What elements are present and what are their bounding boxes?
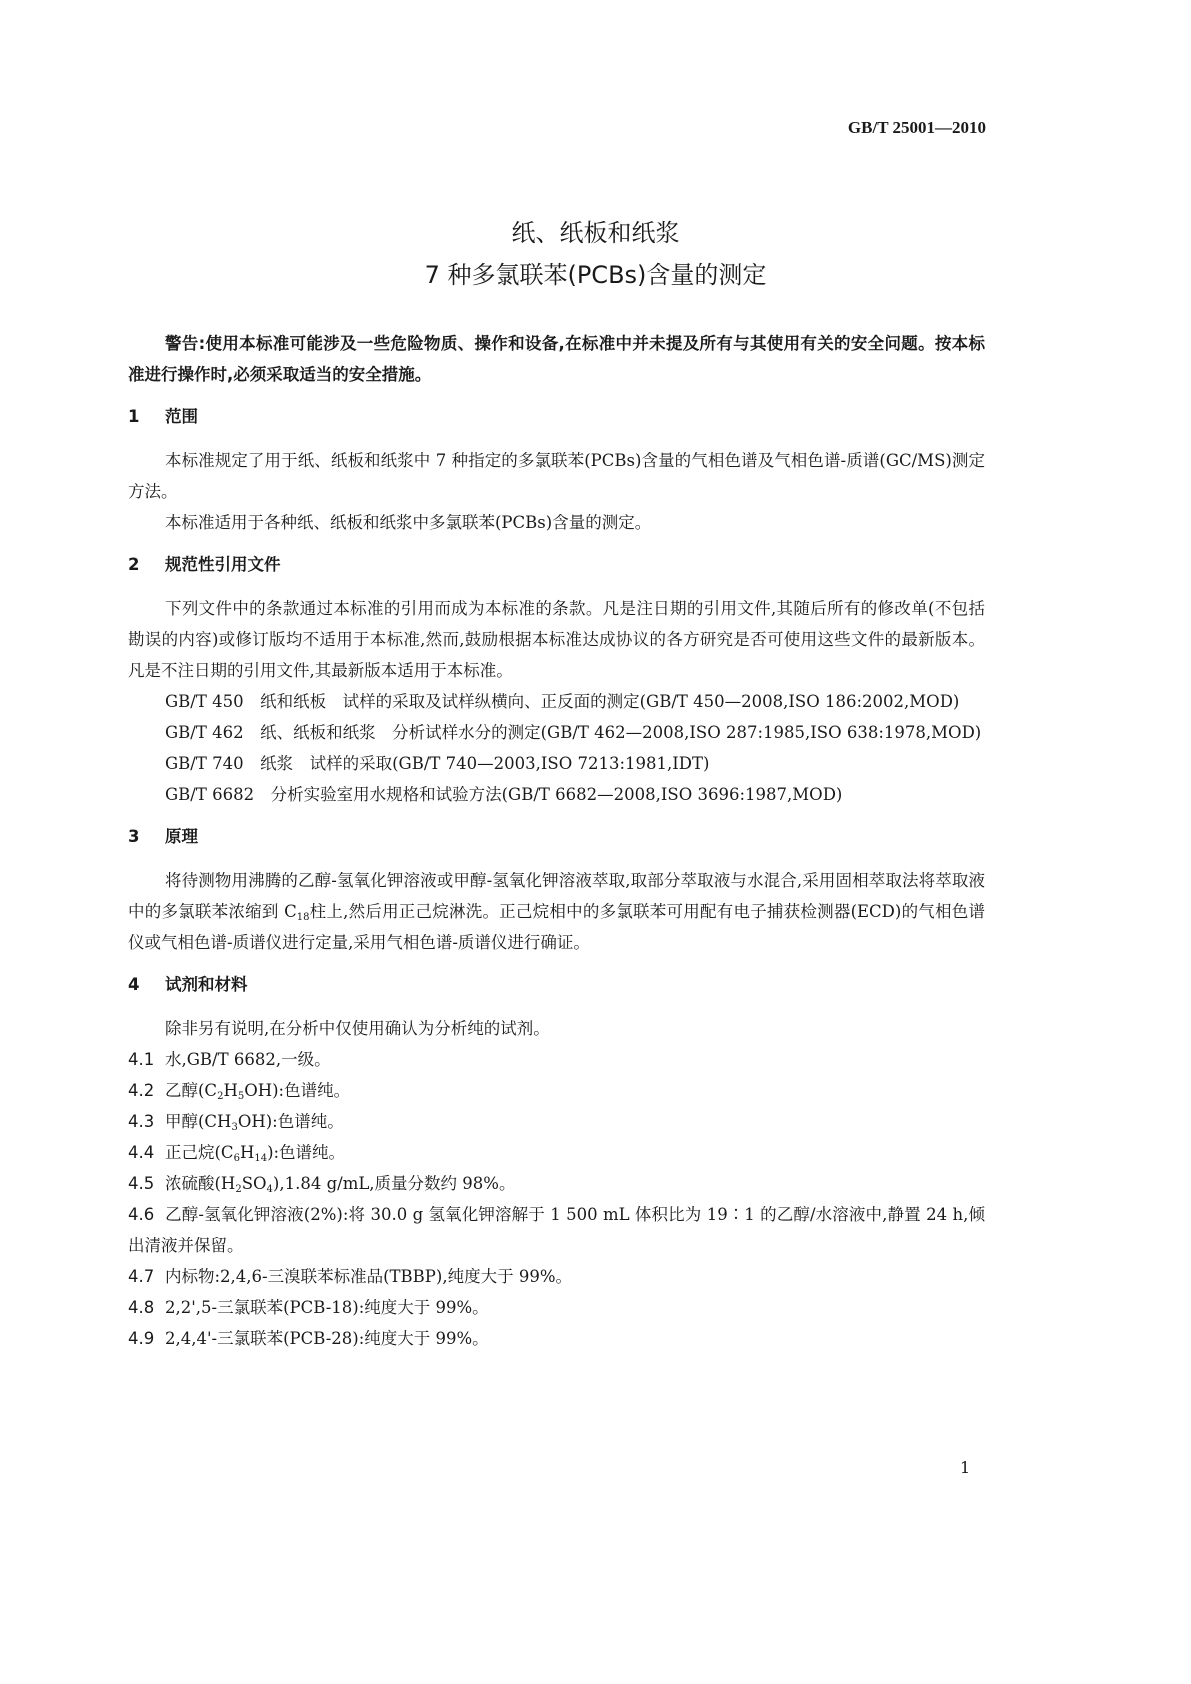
item-text: ):色谱纯。 xyxy=(267,1143,346,1162)
item-text: 甲醇(CH xyxy=(165,1112,232,1131)
item-number: 4.3 xyxy=(128,1112,155,1131)
section-heading-2 xyxy=(128,549,985,580)
item-number: 4.1 xyxy=(128,1050,155,1069)
section-heading-3 xyxy=(128,821,985,852)
item-text: OH):色谱纯。 xyxy=(237,1112,344,1131)
section-number: 2 xyxy=(128,555,140,574)
item-number: 4.7 xyxy=(128,1267,155,1286)
reagent-item xyxy=(128,1106,985,1137)
item-text: OH):色谱纯。 xyxy=(244,1081,351,1100)
item-text: 2,2',5-三氯联苯(PCB-18):纯度大于 99%。 xyxy=(165,1298,489,1317)
item-text: 内标物:2,4,6-三溴联苯标准品(TBBP),纯度大于 99%。 xyxy=(165,1267,573,1286)
subscript: 2 xyxy=(217,1091,224,1102)
reagent-list xyxy=(128,1044,985,1354)
item-number: 4.5 xyxy=(128,1174,155,1193)
section-number: 4 xyxy=(128,975,140,994)
item-text: 正己烷(C xyxy=(165,1143,234,1162)
paragraph: 本标准规定了用于纸、纸板和纸浆中 7 种指定的多氯联苯(PCBs)含量的气相色谱及气相色谱-质谱(GC/MS)测定方法。 xyxy=(128,451,985,501)
item-text: ),1.84 g/mL,质量分数约 98%。 xyxy=(272,1174,516,1193)
section-title: 规范性引用文件 xyxy=(165,555,281,574)
document-title xyxy=(0,212,1191,296)
paragraph: 本标准适用于各种纸、纸板和纸浆中多氯联苯(PCBs)含量的测定。 xyxy=(165,513,652,532)
section-number: 3 xyxy=(128,827,140,846)
reagent-item xyxy=(128,1044,985,1075)
reagent-item xyxy=(128,1323,985,1354)
paragraph: 下列文件中的条款通过本标准的引用而成为本标准的条款。凡是注日期的引用文件,其随后所有的修改单(不包括勘误的内容)或修订版均不适用于本标准,然而,鼓励根据本标准达成协议的各方研究是否可使用这些文件的最新版本。凡是不注日期的引用文件,其最新版本适用于本标准。 xyxy=(128,599,985,680)
reagent-item xyxy=(128,1168,985,1199)
title-line-1: 纸、纸板和纸浆 xyxy=(511,219,680,247)
subscript: 18 xyxy=(296,912,310,923)
subscript: 3 xyxy=(231,1122,238,1133)
reagent-item xyxy=(128,1261,985,1292)
document-body xyxy=(128,328,985,1354)
item-number: 4.4 xyxy=(128,1143,155,1162)
section-title: 试剂和材料 xyxy=(165,975,248,994)
normative-reference: GB/T 740 纸浆 试样的采取(GB/T 740—2003,ISO 7213:1981,IDT) xyxy=(165,754,710,773)
section-title: 范围 xyxy=(165,407,198,426)
normative-reference: GB/T 6682 分析实验室用水规格和试验方法(GB/T 6682—2008,ISO 3696:1987,MOD) xyxy=(165,785,843,804)
subscript: 4 xyxy=(266,1184,273,1195)
subscript: 6 xyxy=(233,1153,240,1164)
section-heading-1 xyxy=(128,401,985,432)
subscript: 5 xyxy=(237,1091,245,1102)
title-line-2: 7 种多氯联苯(PCBs)含量的测定 xyxy=(424,261,767,289)
safety-warning: 警告:使用本标准可能涉及一些危险物质、操作和设备,在标准中并未提及所有与其使用有关的安全问题。按本标准进行操作时,必须采取适当的安全措施。 xyxy=(128,334,985,384)
paragraph xyxy=(128,865,985,958)
normative-reference: GB/T 462 纸、纸板和纸浆 分析试样水分的测定(GB/T 462—2008,ISO 287:1985,ISO 638:1978,MOD) xyxy=(165,723,982,742)
reagent-item xyxy=(128,1199,985,1261)
item-text: H xyxy=(223,1081,238,1100)
item-text: 水,GB/T 6682,一级。 xyxy=(165,1050,331,1069)
paragraph: 除非另有说明,在分析中仅使用确认为分析纯的试剂。 xyxy=(165,1019,550,1038)
normative-reference: GB/T 450 纸和纸板 试样的采取及试样纵横向、正反面的测定(GB/T 450—2008,ISO 186:2002,MOD) xyxy=(165,692,960,711)
item-number: 4.9 xyxy=(128,1329,155,1348)
item-text: SO xyxy=(241,1174,267,1193)
item-number: 4.2 xyxy=(128,1081,155,1100)
section-heading-4 xyxy=(128,969,985,1000)
page-number: 1 xyxy=(960,1458,971,1477)
item-text: 2,4,4'-三氯联苯(PCB-28):纯度大于 99%。 xyxy=(165,1329,489,1348)
section-title: 原理 xyxy=(165,827,198,846)
reagent-item xyxy=(128,1292,985,1323)
text: 柱上,然后用正己烷淋洗。正己烷相中的多氯联苯可用配有电子捕获检测器(ECD)的气相色谱仪或气相色谱-质谱仪进行定量,采用气相色谱-质谱仪进行确证。 xyxy=(128,902,985,952)
section-number: 1 xyxy=(128,407,140,426)
subscript: 14 xyxy=(254,1153,268,1164)
item-text: 乙醇-氢氧化钾溶液(2%):将 30.0 g 氢氧化钾溶解于 1 500 mL 体积比为 19∶1 的乙醇/水溶液中,静置 24 h,倾出清液并保留。 xyxy=(128,1205,985,1255)
item-text: 乙醇(C xyxy=(165,1081,218,1100)
reagent-item xyxy=(128,1137,985,1168)
item-number: 4.8 xyxy=(128,1298,155,1317)
item-text: H xyxy=(239,1143,255,1162)
item-number: 4.6 xyxy=(128,1205,155,1224)
text: 将待测物用沸腾的乙醇-氢氧化钾溶液或甲醇-氢氧化钾溶液萃取,取部分萃取液与水混合,采用固相萃取法将萃取液中的多氯联苯浓缩到 C xyxy=(128,871,985,921)
subscript: 2 xyxy=(235,1184,242,1195)
standard-number: GB/T 25001—2010 xyxy=(847,118,986,137)
reagent-item xyxy=(128,1075,985,1106)
item-text: 浓硫酸(H xyxy=(165,1174,236,1193)
